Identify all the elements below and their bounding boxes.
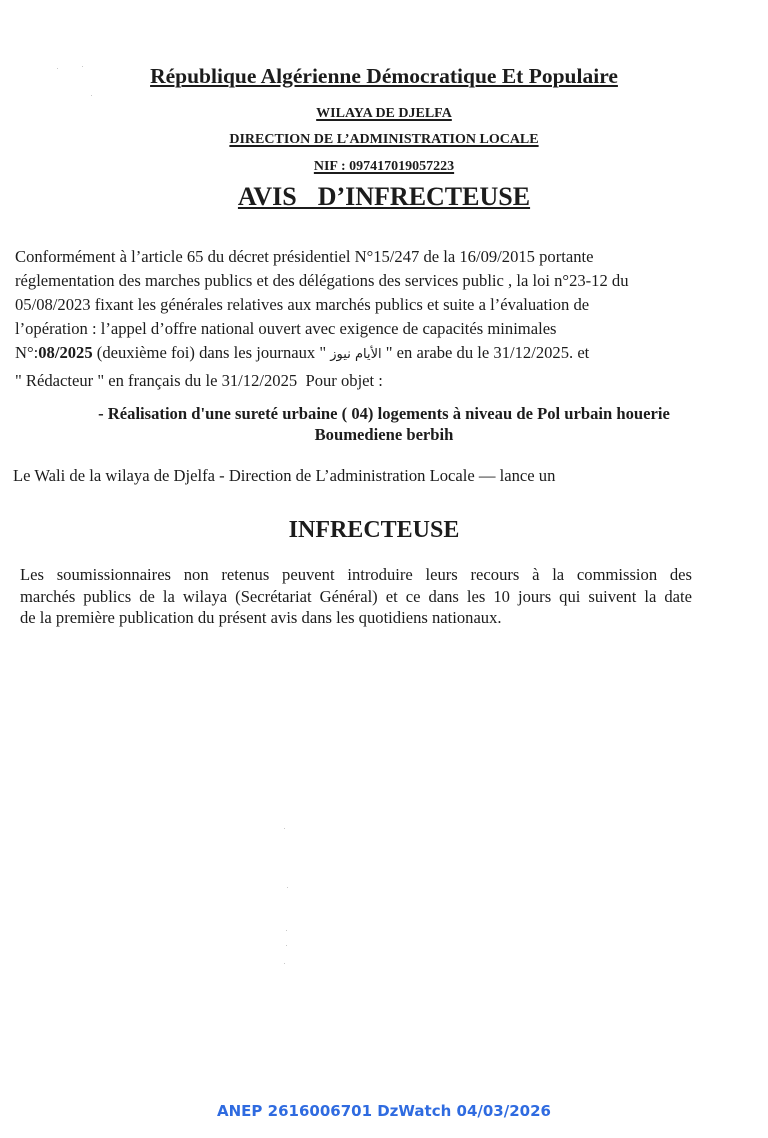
legal-paragraph	[15, 245, 629, 393]
tender-object	[0, 403, 768, 445]
scan-speck	[287, 887, 288, 888]
scan-speck	[91, 95, 92, 96]
paragraph-line-tender-number	[15, 341, 629, 365]
scan-speck	[284, 828, 285, 829]
recours-line: Les soumissionnaires non retenus peuvent introduire leurs recours à la commission des	[20, 565, 692, 584]
recours-line: marchés publics de la wilaya (Secrétariat Général) et ce dans les 10 jours qui suivent la date	[20, 586, 692, 606]
notice-title	[0, 182, 768, 212]
object-line-1: - Réalisation d'une sureté urbaine ( 04) logements à niveau de Pol urbain houerie	[98, 404, 670, 423]
recours-line: de la première publication du présent avis dans les quotidiens nationaux.	[20, 608, 502, 627]
tender-number: 08/2025	[38, 343, 93, 362]
scan-speck	[57, 68, 58, 69]
scan-speck	[284, 963, 285, 964]
tender-suffix: " en arabe du le 31/12/2025. et	[381, 343, 590, 362]
paragraph-line: " Rédacteur " en français du le 31/12/2025 Pour objet :	[15, 371, 383, 390]
paragraph-line: réglementation des marches publics et des délégations des services public , la loi n°23-12 du	[15, 271, 629, 290]
scan-speck	[286, 945, 287, 946]
paragraph-line: 05/08/2023 fixant les générales relatives aux marchés publics et suite a l’évaluation de	[15, 295, 590, 314]
nif-heading	[0, 159, 768, 175]
wilaya-heading	[0, 106, 768, 122]
direction-heading-text: DIRECTION DE L’ADMINISTRATION LOCALE	[229, 132, 539, 147]
tender-prefix: N°:	[15, 343, 39, 362]
nif-text: NIF : 097417019057223	[313, 159, 455, 174]
tender-mid: (deuxième foi) dans les journaux "	[92, 343, 331, 362]
republic-heading	[0, 64, 768, 89]
paragraph-line: l’opération : l’appel d’offre national ouvert avec exigence de capacités minimales	[15, 319, 557, 338]
recours-paragraph	[20, 564, 692, 629]
arabic-journal-name: الأيام نيوز	[330, 347, 382, 362]
paragraph-line: Conformément à l’article 65 du décret présidentiel N°15/247 de la 16/09/2015 portante	[15, 247, 594, 266]
object-line-2: Boumediene berbih	[314, 425, 454, 444]
wali-statement: Le Wali de la wilaya de Djelfa - Direction de L’administration Locale — lance un	[13, 466, 556, 485]
notice-title-text: AVIS D’INFRECTEUSE	[237, 182, 531, 211]
republic-heading-text: République Algérienne Démocratique Et Populaire	[150, 64, 618, 88]
scan-speck	[82, 66, 83, 67]
footer-reference: ANEP 2616006701 DzWatch 04/03/2026	[217, 1102, 551, 1120]
wilaya-heading-text: WILAYA DE DJELFA	[316, 106, 452, 121]
scan-speck	[286, 930, 287, 931]
section-title: INFRECTEUSE	[288, 517, 460, 543]
direction-heading	[0, 132, 768, 148]
